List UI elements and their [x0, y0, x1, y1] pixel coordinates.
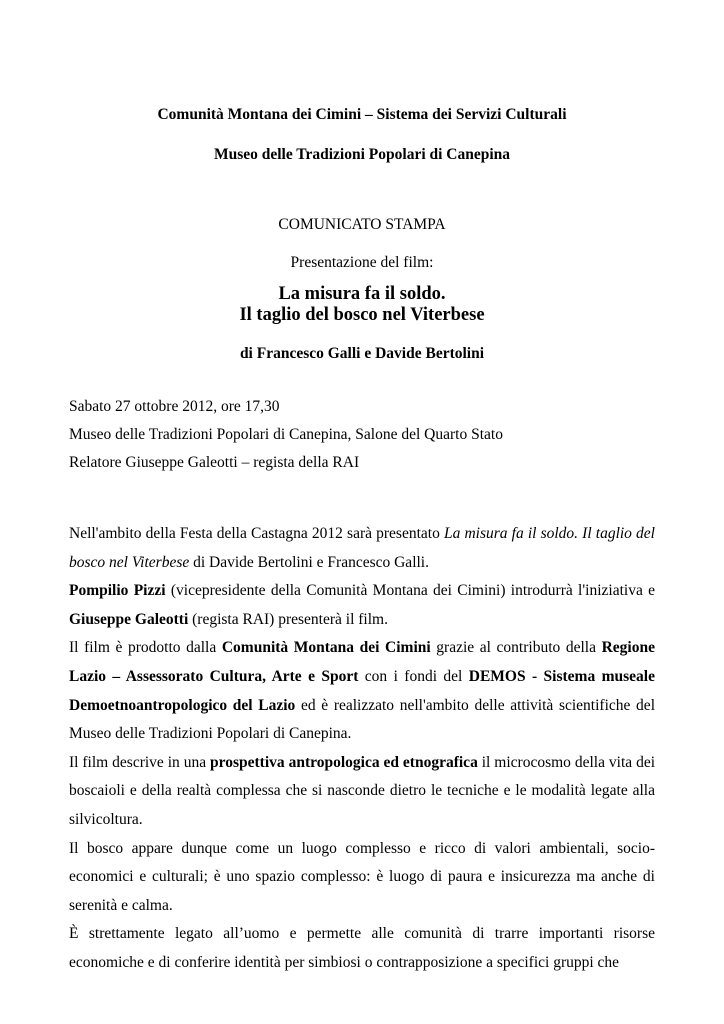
body-text-span: con i fondi del	[358, 667, 469, 685]
body-text-span: Il film descrive in una	[69, 753, 211, 771]
event-date-time: Sabato 27 ottobre 2012, ore 17,30	[69, 398, 280, 415]
body-text-span: Il film è prodotto dalla	[69, 639, 222, 657]
body-text-span: (regista RAI) presenterà il film.	[188, 610, 388, 628]
body-paragraph: È strettamente legato all’uomo e permette alle comunità di trarre importanti risorse economiche e di conferire identità per simbiosi o contrapposizione a specifici gruppi che	[69, 925, 655, 971]
event-speaker: Relatore Giuseppe Galeotti – regista della RAI	[69, 454, 360, 471]
organization-bold: Regione Lazio – Assessorato Cultura, Arte e Sport	[69, 639, 655, 685]
body-text-span: il microcosmo della vita dei boscaioli e della realtà complessa che si nasconde dietro le tecniche e le modalità legate alla silvicoltura.	[69, 753, 656, 828]
person-name-bold: Giuseppe Galeotti	[69, 610, 189, 628]
body-paragraph: Il bosco appare dunque come un luogo complesso e ricco di valori ambientali, socio-economici e culturali; è uno spazio complesso: è luogo di paura e insicurezza ma anche di serenità e calma.	[69, 839, 655, 914]
event-venue: Museo delle Tradizioni Popolari di Canepina, Salone del Quarto Stato	[69, 426, 503, 443]
museum-heading: Museo delle Tradizioni Popolari di Canepina	[213, 146, 511, 163]
film-title-line-1: La misura fa il soldo.	[278, 284, 446, 304]
press-release-label: COMUNICATO STAMPA	[278, 216, 446, 233]
body-text-span: di Davide Bertolini e Francesco Galli.	[189, 553, 429, 571]
organization-bold: DEMOS - Sistema museale Demoetnoantropologico del Lazio	[69, 667, 655, 714]
organization-bold: Comunità Montana dei Cimini	[221, 639, 431, 657]
film-presentation-intro: Presentazione del film:	[290, 254, 434, 271]
film-authors: di Francesco Galli e Davide Bertolini	[239, 345, 485, 362]
body-text-span: (vicepresidente della Comunità Montana dei Cimini) introdurrà l'iniziativa e	[165, 582, 655, 600]
organization-heading: Comunità Montana dei Cimini – Sistema dei Servizi Culturali	[157, 106, 567, 123]
body-text-span: grazie al contributo della	[430, 639, 602, 657]
film-title-italic: La misura fa il soldo. Il taglio del bosco nel Viterbese	[69, 525, 655, 571]
emphasis-bold: prospettiva antropologica ed etnografica	[210, 753, 478, 771]
body-paragraph	[69, 520, 655, 577]
press-release-body	[69, 520, 655, 978]
body-paragraph	[69, 577, 655, 634]
person-name-bold: Pompilio Pizzi	[69, 582, 166, 600]
body-paragraph	[69, 634, 655, 748]
body-text-span: ed è realizzato nell'ambito delle attività scientifiche del Museo delle Tradizioni Popolari di Canepina.	[69, 696, 655, 743]
body-text-span: Nell'ambito della Festa della Castagna 2012 sarà presentato	[69, 525, 444, 542]
body-paragraph	[69, 749, 655, 835]
film-title-line-2: Il taglio del bosco nel Viterbese	[239, 305, 485, 325]
